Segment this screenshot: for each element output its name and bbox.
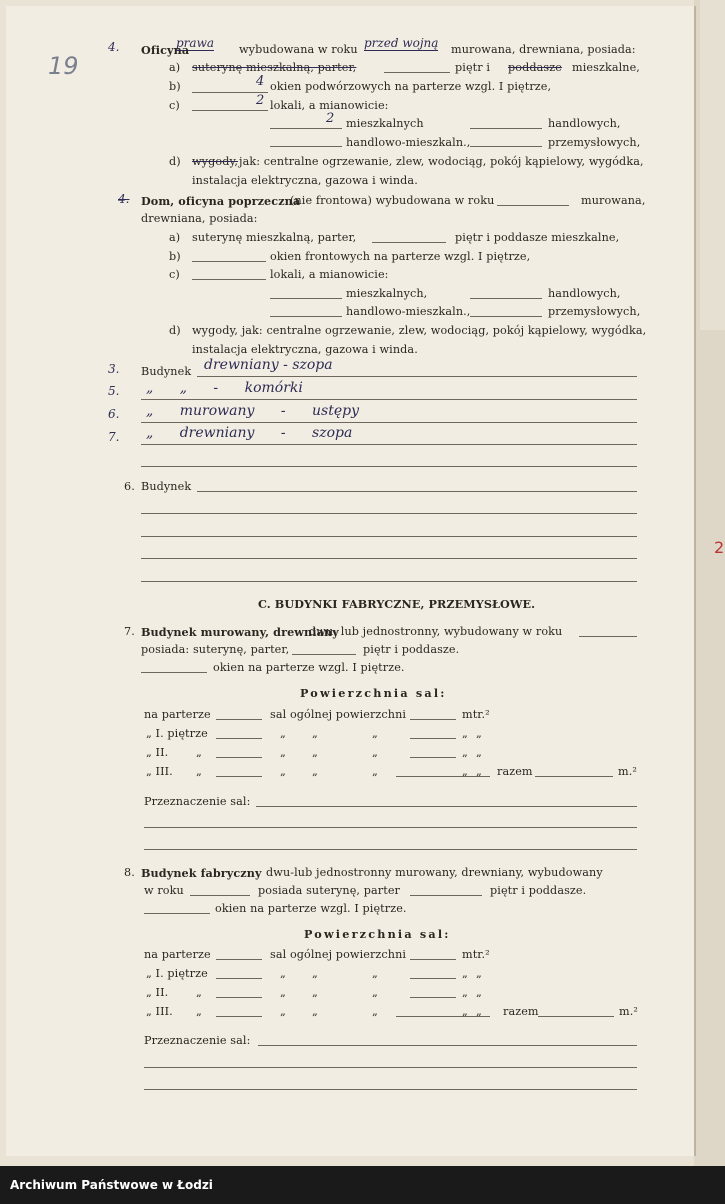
s4-text1: wybudowana w roku bbox=[239, 43, 358, 56]
s5-d-prefix: d) bbox=[169, 324, 181, 337]
s7-text2a: posiada: suterynę, parter, bbox=[141, 643, 290, 656]
s8-r2: „ I. piętrze bbox=[146, 967, 208, 980]
s8-title: Budynek fabryczny bbox=[141, 866, 262, 880]
s7-r4-q0: „ bbox=[196, 765, 202, 778]
s8-r3: „ II. bbox=[146, 986, 169, 999]
s8-text1: dwu-lub jednostronny murowany, drewniany, wybudowany bbox=[266, 866, 603, 879]
s5-m1-line bbox=[270, 298, 342, 299]
s7-r3-q4: „ bbox=[462, 746, 468, 759]
s8-r4-q2: „ bbox=[312, 1005, 318, 1018]
s5-a-prefix: a) bbox=[169, 231, 181, 244]
s7-r2-q5: „ bbox=[476, 727, 482, 740]
s7-r4-q5: „ bbox=[476, 765, 482, 778]
s5-m3: handlowo-mieszkaln., bbox=[346, 305, 471, 318]
hw-row-line-3 bbox=[141, 422, 637, 423]
s8-r2-q1: „ bbox=[280, 967, 286, 980]
s8-przezn-line-3 bbox=[144, 1089, 637, 1090]
s5-m1: mieszkalnych, bbox=[346, 287, 428, 300]
s6-label: Budynek bbox=[141, 480, 192, 493]
s4-c-text: lokali, a mianowicie: bbox=[270, 99, 389, 112]
s4-a-prefix: a) bbox=[169, 61, 181, 74]
s8-text2a: w roku bbox=[144, 884, 184, 897]
s7-r4-q3: „ bbox=[372, 765, 378, 778]
s5-text1: (nie frontowa) wybudowana w roku bbox=[290, 194, 495, 207]
s5-m4: przemysłowych, bbox=[548, 305, 641, 318]
s5-b-line bbox=[192, 261, 266, 262]
s5-a-text: suterynę mieszkalną, parter, bbox=[192, 231, 357, 244]
hw-row-text-3: „ murowany - ustępy bbox=[146, 403, 359, 419]
s8-r2-q5: „ bbox=[476, 967, 482, 980]
budynek-label: Budynek bbox=[141, 365, 192, 378]
s8-r4-q0: „ bbox=[196, 1005, 202, 1018]
s8-r2-line-a bbox=[216, 978, 262, 979]
s5-title: Dom, oficyna poprzeczna bbox=[141, 194, 301, 208]
s7-r4-q2: „ bbox=[312, 765, 318, 778]
s7-r2: „ I. piętrze bbox=[146, 727, 208, 740]
s7-okien-line bbox=[141, 672, 207, 673]
s4-hw-year: przed wojną bbox=[364, 36, 439, 50]
s8-r3-q1: „ bbox=[280, 986, 286, 999]
s4-number: 4. bbox=[108, 40, 120, 54]
s7-razem-line bbox=[535, 776, 613, 777]
hw-row-num-3: 6. bbox=[108, 407, 120, 421]
s4-m2: handlowych, bbox=[548, 117, 621, 130]
s8-r1-line-b bbox=[410, 959, 456, 960]
s7-razem: razem bbox=[497, 765, 533, 778]
s7-r3: „ II. bbox=[146, 746, 169, 759]
s4-d-text2: instalacja elektryczna, gazowa i winda. bbox=[192, 174, 418, 187]
s4-c-line bbox=[192, 110, 268, 111]
s5-d-text: wygody, jak: centralne ogrzewanie, zlew, wodociąg, pokój kąpielowy, wygódka, bbox=[192, 324, 647, 337]
s8-r3-q0: „ bbox=[196, 986, 202, 999]
s5-m2-line bbox=[470, 298, 542, 299]
s7-text3: okien na parterze wzgl. I piętrze. bbox=[213, 661, 405, 674]
s5-b-prefix: b) bbox=[169, 250, 181, 263]
s7-r1-line-a bbox=[216, 719, 262, 720]
s7-text2b: piętr i poddasze. bbox=[363, 643, 460, 656]
s7-r1a: na parterze bbox=[144, 708, 211, 721]
archive-footer bbox=[0, 1166, 725, 1204]
handwritten-page-number: 19 bbox=[48, 52, 79, 80]
s8-r4-q5: „ bbox=[476, 1005, 482, 1018]
s8-r4-q1: „ bbox=[280, 1005, 286, 1018]
s4-m3: handlowo-mieszkaln., bbox=[346, 136, 471, 149]
s8-r4-q3: „ bbox=[372, 1005, 378, 1018]
s7-number: 7. bbox=[124, 625, 135, 638]
s7-r2-q2: „ bbox=[312, 727, 318, 740]
s6-line-1 bbox=[197, 491, 637, 492]
s7-r1-line-b bbox=[410, 719, 456, 720]
s5-m2: handlowych, bbox=[548, 287, 621, 300]
s8-year-line bbox=[190, 895, 250, 896]
s4-b-value: 4 bbox=[256, 74, 265, 89]
s8-r2-line-b bbox=[410, 978, 456, 979]
s7-r3-line-a bbox=[216, 757, 262, 758]
s8-r4: „ III. bbox=[146, 1005, 173, 1018]
s4-d-prefix: d) bbox=[169, 155, 181, 168]
s7-piet-line bbox=[292, 654, 356, 655]
s4-m1-value: 2 bbox=[326, 111, 335, 126]
s5-m3-line bbox=[270, 316, 342, 317]
hw-row-text-4: „ drewniany - szopa bbox=[146, 425, 353, 441]
s8-r4-line-a bbox=[216, 1016, 262, 1017]
s7-r2-q3: „ bbox=[372, 727, 378, 740]
s7-r3-q2: „ bbox=[312, 746, 318, 759]
s4-a-text: suterynę mieszkalną, parter, bbox=[192, 61, 357, 74]
s8-text2c: piętr i poddasze. bbox=[490, 884, 587, 897]
hw-row-line-1 bbox=[197, 376, 637, 377]
s5-b-text: okien frontowych na parterze wzgl. I piętrze, bbox=[270, 250, 531, 263]
s4-a-podd: poddasze bbox=[508, 61, 562, 74]
edge-page-number: 2 bbox=[714, 538, 725, 557]
s7-r2-q1: „ bbox=[280, 727, 286, 740]
s4-m4-line bbox=[470, 146, 542, 147]
s8-text3: okien na parterze wzgl. I piętrze. bbox=[215, 902, 407, 915]
s4-a-end: mieszkalne, bbox=[572, 61, 640, 74]
s8-number: 8. bbox=[124, 866, 135, 879]
s7-text1: dwu- lub jednostronny, wybudowany w roku bbox=[309, 625, 563, 638]
s8-r2-q3: „ bbox=[372, 967, 378, 980]
s8-r3-q4: „ bbox=[462, 986, 468, 999]
s5-c-text: lokali, a mianowicie: bbox=[270, 268, 389, 281]
s7-r3-q0: „ bbox=[196, 746, 202, 759]
s7-r3-q3: „ bbox=[372, 746, 378, 759]
s4-a-piet: piętr i bbox=[455, 61, 491, 74]
s8-piet-line bbox=[410, 895, 482, 896]
s7-r4-q1: „ bbox=[280, 765, 286, 778]
hw-row-num-2: 5. bbox=[108, 384, 120, 398]
s4-hw-side: prawa bbox=[176, 36, 214, 50]
s7-area-heading: Powierzchnia sal: bbox=[300, 686, 447, 700]
s5-number: 4. bbox=[118, 192, 130, 206]
s8-r2-q2: „ bbox=[312, 967, 318, 980]
s8-r1b: sal ogólnej powierzchni bbox=[270, 948, 407, 961]
s8-text2b: posiada suterynę, parter bbox=[258, 884, 400, 897]
archive-name: Archiwum Państwowe w Łodzi bbox=[10, 1178, 213, 1192]
s7-title: Budynek murowany, drewniany bbox=[141, 625, 339, 639]
s8-r1-line-a bbox=[216, 959, 262, 960]
s7-r2-line-b bbox=[410, 738, 456, 739]
s4-m1-line bbox=[270, 128, 342, 129]
s7-r1b: sal ogólnej powierzchni bbox=[270, 708, 407, 721]
s7-r2-q4: „ bbox=[462, 727, 468, 740]
s8-r2-q4: „ bbox=[462, 967, 468, 980]
hw-row-line-5 bbox=[141, 466, 637, 467]
hw-row-num-4: 7. bbox=[108, 430, 120, 444]
s7-year-line bbox=[579, 636, 637, 637]
section-c-heading: C. BUDYNKI FABRYCZNE, PRZEMYSŁOWE. bbox=[258, 597, 536, 611]
s7-r4: „ III. bbox=[146, 765, 173, 778]
s7-r3-q5: „ bbox=[476, 746, 482, 759]
s5-text3: drewniana, posiada: bbox=[141, 212, 258, 225]
s6-line-5 bbox=[141, 581, 637, 582]
s4-d-strike: wygody, bbox=[192, 155, 239, 168]
s7-r4-q4: „ bbox=[462, 765, 468, 778]
s7-r1c: mtr.² bbox=[462, 708, 490, 721]
s7-r3-line-b bbox=[410, 757, 456, 758]
next-sheet-edge bbox=[694, 0, 725, 1166]
s8-r4-q4: „ bbox=[462, 1005, 468, 1018]
s5-year-line bbox=[497, 205, 569, 206]
s7-przezn-line-1 bbox=[256, 806, 637, 807]
hw-row-line-4 bbox=[141, 444, 637, 445]
s7-r4-line-a bbox=[216, 776, 262, 777]
s8-r3-q3: „ bbox=[372, 986, 378, 999]
s8-przezn-line-1 bbox=[258, 1045, 637, 1046]
s4-b-text: okien podwórzowych na parterze wzgl. I piętrze, bbox=[270, 80, 552, 93]
s4-m1: mieszkalnych bbox=[346, 117, 424, 130]
sheet-tab bbox=[700, 0, 725, 330]
s4-title: Oficyna bbox=[141, 43, 190, 57]
s8-razem: razem bbox=[503, 1005, 539, 1018]
s7-przezn-line-2 bbox=[144, 827, 637, 828]
hw-row-text-2: „ „ - komórki bbox=[146, 380, 303, 396]
s5-a-end: piętr i poddasze mieszkalne, bbox=[455, 231, 620, 244]
s5-c-prefix: c) bbox=[169, 268, 180, 281]
s4-c-value: 2 bbox=[256, 93, 265, 108]
s6-line-3 bbox=[141, 536, 637, 537]
s8-razem-line bbox=[538, 1016, 614, 1017]
hw-row-line-2 bbox=[141, 399, 637, 400]
hw-row-text-1: drewniany - szopa bbox=[204, 357, 333, 373]
s4-a-line bbox=[384, 72, 450, 73]
s7-r2-line-a bbox=[216, 738, 262, 739]
s6-number: 6. bbox=[124, 480, 135, 493]
s4-m3-line bbox=[270, 146, 342, 147]
s6-line-2 bbox=[141, 513, 637, 514]
s4-text2: murowana, drewniana, posiada: bbox=[451, 43, 636, 56]
s5-m4-line bbox=[470, 316, 542, 317]
s5-a-line bbox=[372, 242, 446, 243]
s8-przezn-line-2 bbox=[144, 1067, 637, 1068]
s8-okien-line bbox=[144, 913, 210, 914]
s8-r1c: mtr.² bbox=[462, 948, 490, 961]
s7-przezn: Przeznaczenie sal: bbox=[144, 795, 251, 808]
s7-przezn-line-3 bbox=[144, 849, 637, 850]
s6-line-4 bbox=[141, 558, 637, 559]
s4-m4: przemysłowych, bbox=[548, 136, 641, 149]
s5-text2: murowana, bbox=[581, 194, 646, 207]
s5-c-line bbox=[192, 279, 266, 280]
s4-d-text: jak: centralne ogrzewanie, zlew, wodociąg, pokój kąpielowy, wygódka, bbox=[239, 155, 644, 168]
s8-area-heading: Powierzchnia sal: bbox=[304, 927, 451, 941]
s8-przezn: Przeznaczenie sal: bbox=[144, 1034, 251, 1047]
s7-r3-q1: „ bbox=[280, 746, 286, 759]
s5-d-text2: instalacja elektryczna, gazowa i winda. bbox=[192, 343, 418, 356]
s8-m2: m.² bbox=[619, 1005, 638, 1018]
s4-b-prefix: b) bbox=[169, 80, 181, 93]
s8-r1a: na parterze bbox=[144, 948, 211, 961]
s4-m2-line bbox=[470, 128, 542, 129]
s8-r3-line-a bbox=[216, 997, 262, 998]
s8-r3-line-b bbox=[410, 997, 456, 998]
hw-row-num-1: 3. bbox=[108, 362, 120, 376]
s4-c-prefix: c) bbox=[169, 99, 180, 112]
s8-r3-q5: „ bbox=[476, 986, 482, 999]
s7-m2: m.² bbox=[618, 765, 637, 778]
s8-r3-q2: „ bbox=[312, 986, 318, 999]
